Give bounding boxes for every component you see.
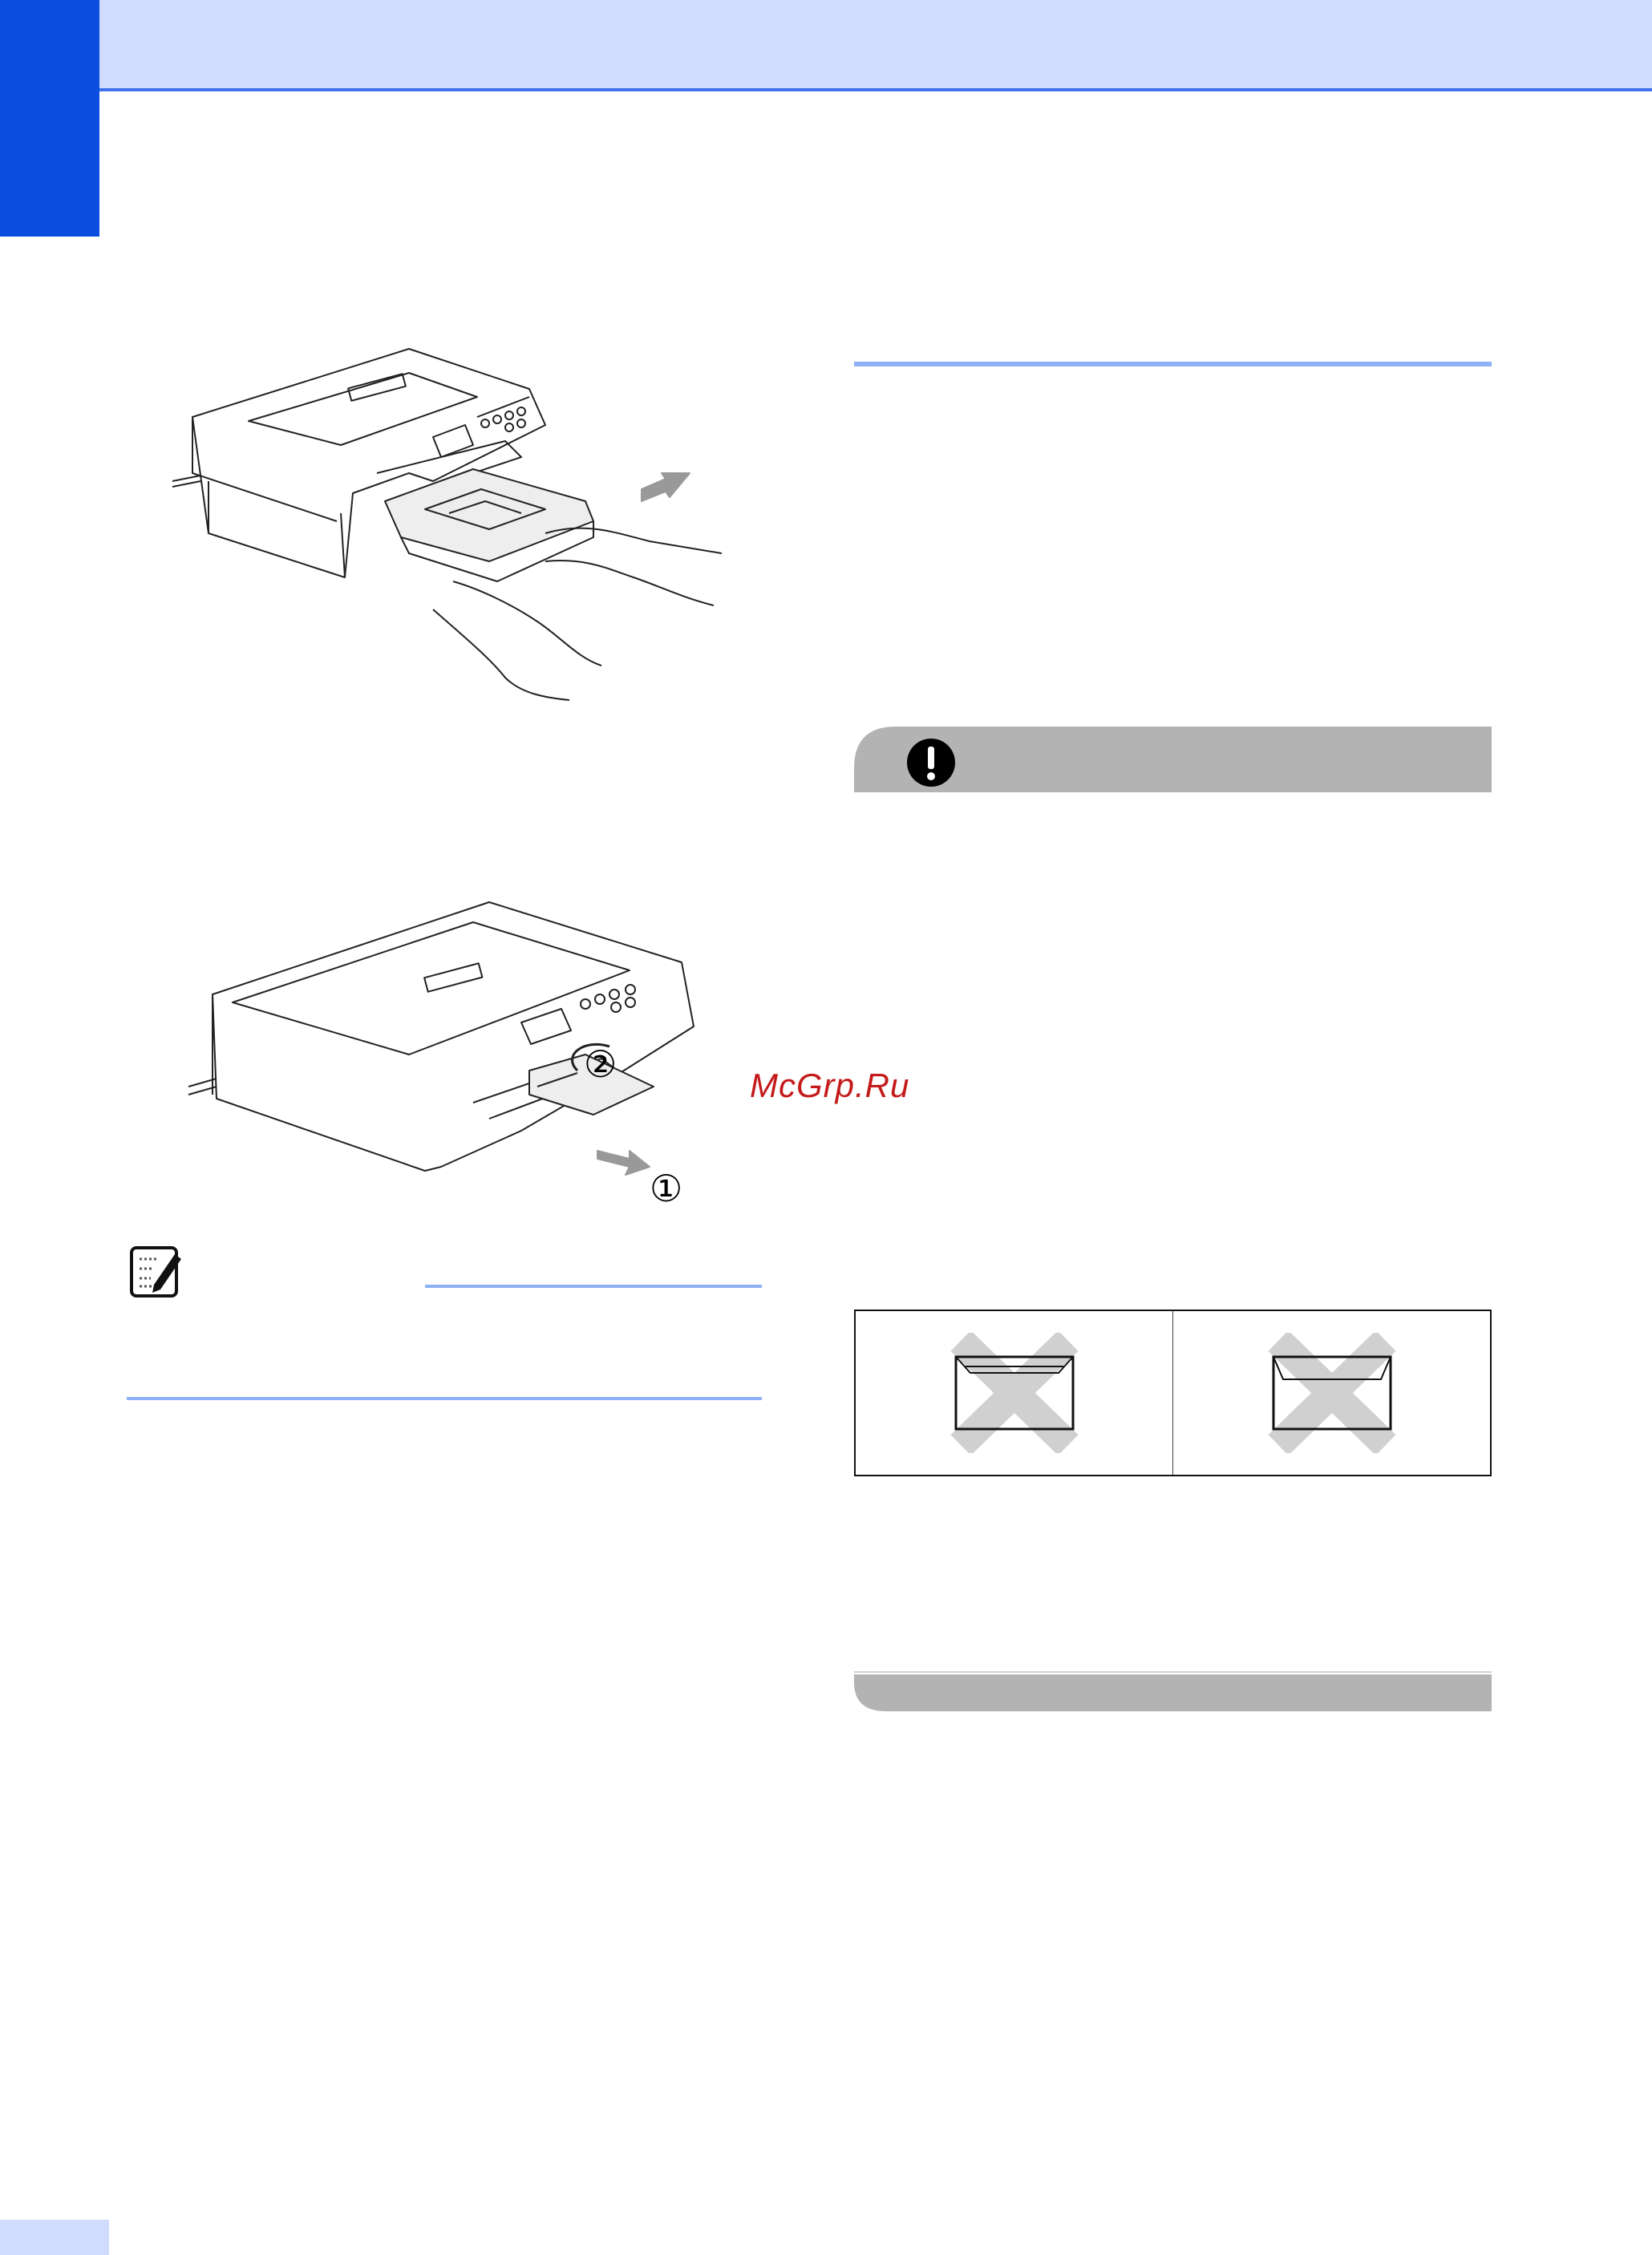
caution-end-rule [854, 1671, 1492, 1673]
note-pad-icon [127, 1243, 184, 1301]
envelope-table [854, 1310, 1492, 1476]
chapter-side-tab [0, 0, 99, 237]
envelope-crossed-icon [946, 1333, 1083, 1453]
envelope-cell [856, 1311, 1172, 1475]
tray-insert-figure [168, 341, 730, 702]
envelope-cell [1172, 1311, 1490, 1475]
caution-end-bar [854, 1674, 1492, 1711]
envelope-crossed-icon [1264, 1333, 1400, 1453]
exclamation-icon [906, 738, 956, 787]
callout-2: ② [584, 1042, 617, 1086]
page-number-tab [0, 2220, 109, 2255]
support-flap-figure [184, 898, 730, 1227]
note-top-rule [425, 1285, 762, 1288]
watermark: McGrp.Ru [750, 1067, 910, 1104]
callout-1: ① [650, 1167, 683, 1210]
page-header-band [99, 0, 1652, 91]
note-bottom-rule [127, 1397, 762, 1400]
section-heading-rule [854, 362, 1492, 366]
